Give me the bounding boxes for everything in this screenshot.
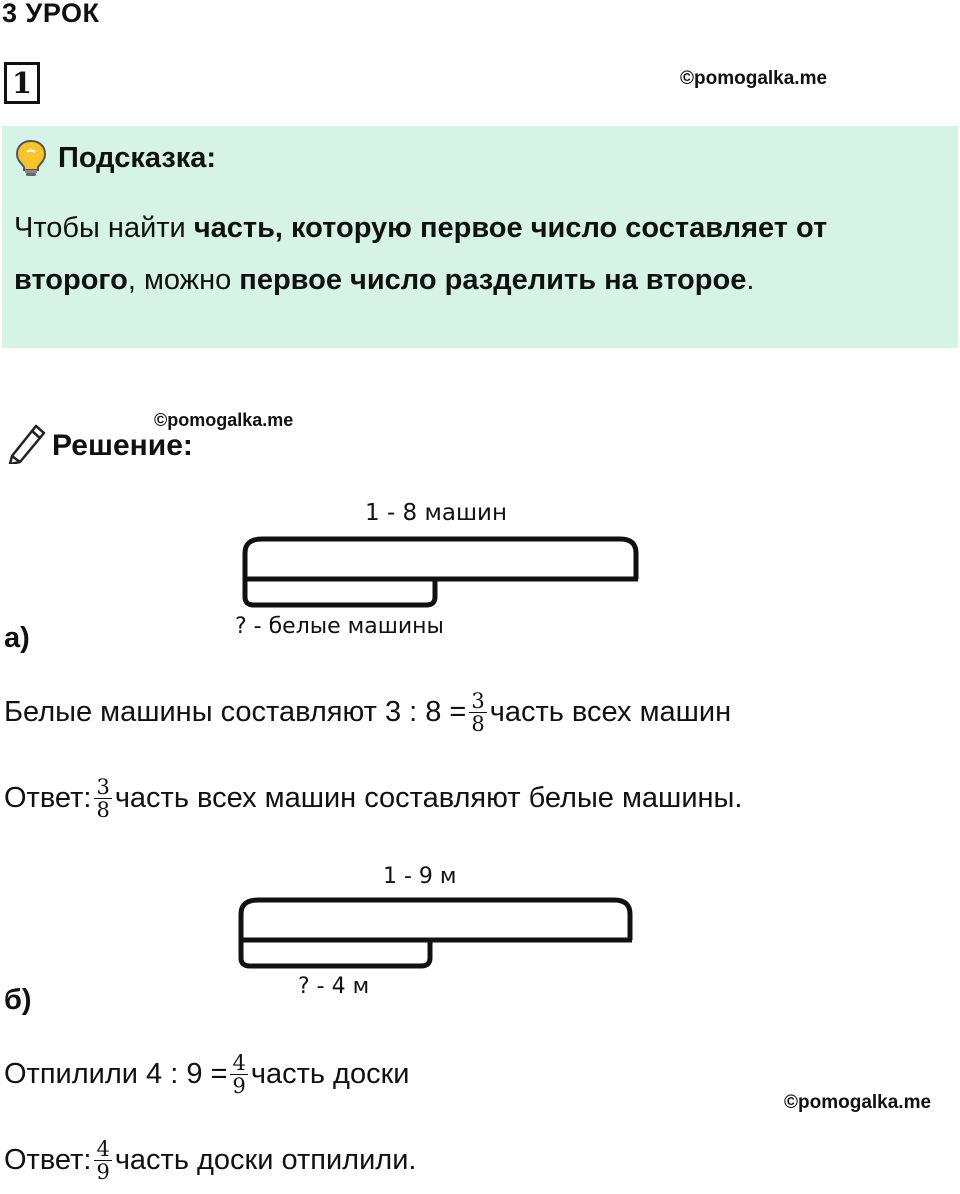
fraction-denominator: 9 <box>96 1160 110 1184</box>
fraction-denominator: 9 <box>232 1074 246 1098</box>
diagram-a-total-label: 1 - 8 машин <box>365 500 507 526</box>
part-a-letter: а) <box>4 622 30 654</box>
diagram-b-whole-segment <box>241 900 630 940</box>
fraction-numerator: 3 <box>471 689 485 713</box>
task-number: 1 <box>4 62 40 104</box>
fraction-numerator: 4 <box>232 1051 246 1075</box>
part-b-answer <box>4 1138 416 1183</box>
watermark: ©pomogalka.me <box>784 1092 932 1113</box>
hint-label: Подсказка: <box>58 141 217 174</box>
hint-text-bold: часть, которую первое число составляет от второго <box>14 212 828 296</box>
diagram-a-whole-segment <box>245 539 636 579</box>
computation-text: Белые машины составляют 3 : 8 = <box>4 696 467 728</box>
diagram-a <box>240 535 650 615</box>
fraction-denominator: 8 <box>96 798 110 822</box>
hint-text-bold: первое число разделить на второе <box>239 264 747 296</box>
solution-label: Решение: <box>52 429 193 462</box>
fraction <box>469 690 486 735</box>
watermark: ©pomogalka.me <box>154 410 294 430</box>
lightbulb-icon <box>14 138 48 178</box>
computation-text: часть всех машин <box>489 696 732 728</box>
fraction-numerator: 4 <box>96 1137 110 1161</box>
lesson-title: 3 УРОК <box>2 0 100 28</box>
hint-header <box>14 138 216 178</box>
part-a-computation <box>4 690 731 735</box>
fraction-denominator: 8 <box>471 712 485 736</box>
diagram-b-total-label: 1 - 9 м <box>383 864 457 889</box>
answer-text: часть доски отпилили. <box>114 1144 417 1176</box>
fraction <box>94 1138 111 1183</box>
hint-text-part: , можно <box>127 264 240 296</box>
diagram-a-part-label: ? - белые машины <box>235 614 444 639</box>
diagram-a-part-segment <box>245 579 435 605</box>
answer-text: часть всех машин составляют белые машины. <box>114 782 743 814</box>
pencil-icon <box>6 420 48 464</box>
fraction-numerator: 3 <box>96 775 110 799</box>
diagram-b-part-label: ? - 4 м <box>298 974 370 999</box>
computation-text: часть доски <box>250 1058 410 1090</box>
part-a-answer <box>4 776 742 821</box>
diagram-b-part-segment <box>241 940 430 966</box>
hint-text-part: Чтобы найти <box>14 212 194 244</box>
part-b-computation <box>4 1052 409 1097</box>
solution-header <box>6 420 193 464</box>
part-b-letter: б) <box>4 984 32 1016</box>
diagram-b <box>236 896 646 976</box>
hint-text-part: . <box>746 264 755 296</box>
watermark: ©pomogalka.me <box>680 68 828 89</box>
fraction <box>230 1052 247 1097</box>
computation-text: Отпилили 4 : 9 = <box>4 1058 228 1090</box>
answer-text: Ответ: <box>4 782 92 814</box>
fraction <box>94 776 111 821</box>
answer-text: Ответ: <box>4 1144 92 1176</box>
hint-text <box>14 202 944 306</box>
